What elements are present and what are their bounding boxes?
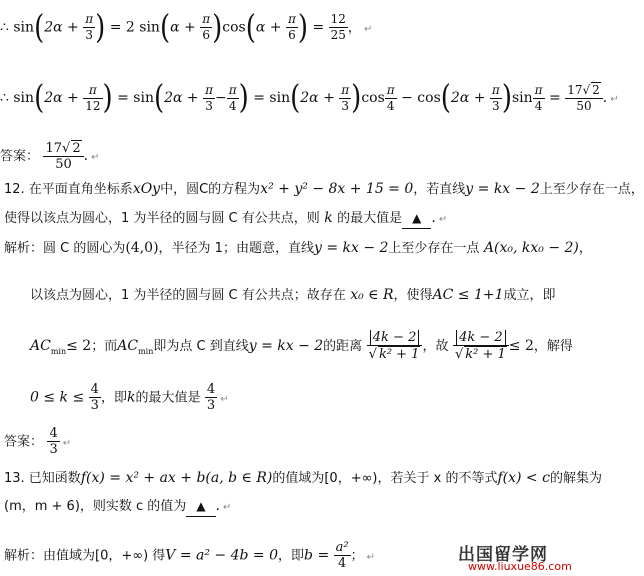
therefore-symbol: ∴ xyxy=(0,19,9,36)
question-13-line-2: (m，m + 6)，则实数 c 的值为 ▲ . ↵ xyxy=(4,496,231,518)
answer-1: 答案： $\frac{17√ 2}{50}$ . ↵ xyxy=(0,141,100,172)
answer-blank: ▲ xyxy=(402,208,431,229)
fraction-pi-3: $\frac{\pi}{3}$ xyxy=(85,12,94,42)
fraction-pi-6: $\frac{\pi}{6}$ xyxy=(202,12,211,42)
solution-13: 解析：由值域为[0，+∞) 得V = a² − 4b = 0，即b = $\frac{\text{a²}}{4}$ ； ↵ xyxy=(4,540,376,571)
solution-12-line-1: 解析：圆 C 的圆心为(4,0)，半径为 1；由题意，直线y = kx − 2上至少存在一点 A(x₀, kx₀ − 2)， xyxy=(4,240,592,256)
arg: 2α + xyxy=(44,19,79,36)
solution-12-line-3: $AC_{min}\le 2$；而$AC_{min}$即为点 C 到直线y = kx − 2的距离 $\frac{4k - 2}{\text{√ k² + 1}}$ ，故 $\frac{4k - 2}{\text{√ k² + 1}}$ ≤ 2，解得 xyxy=(30,330,573,362)
answer-2: 答案： $\frac{4}{3}$ ↵ xyxy=(4,426,72,457)
answer-label: 答案： xyxy=(0,149,40,164)
question-12-line-1: 12. 在平面直角坐标系xOy中，圆C的方程为x² + y² − 8x + 15 = 0，若直线y = kx − 2上至少存在一点， xyxy=(4,181,644,197)
solution-12-line-4: 0 ≤ k ≤ $\frac{4}{3}$ ，即k的最大值是 $\frac{4}{3}$ ↵ xyxy=(30,382,229,413)
fraction-result: $\frac{17√ 2}{50}$ xyxy=(565,82,603,114)
question-13-line-1: 13. 已知函数f(x) = x² + ax + b(a, b ∈ R)的值域为[0，+∞)，若关于 x 的不等式f(x) < c的解集为 xyxy=(4,470,602,486)
watermark-url: www.liuxue86.com xyxy=(468,560,572,573)
sin-func: sin xyxy=(13,19,35,36)
fraction-12-25: $\frac{12}{25}$ xyxy=(330,12,346,42)
equation-line-1: ∴ sin(2α + $\frac{\pi}{3}$ ) = 2 sin(α + $\frac{\pi}{6}$ )cos(α + $\frac{\pi}{6}$ ) = $\frac{12}{25}$ ， ↵ xyxy=(0,8,373,47)
eq-2sin: = 2 sin xyxy=(109,19,160,36)
equation-line-2: ∴ sin(2α + $\frac{\pi}{12}$ ) = sin(2α + $\frac{\pi}{3}$ − $\frac{\pi}{4}$ ) = sin(2α + $\frac{\pi}{3}$ )cos $\frac{\pi}{4}$ − cos(2α + $\frac{\pi}{3}$ )sin $\frac{\pi}{4}$ = $\frac{17√ 2}{50}$ . ↵ xyxy=(0,79,619,117)
answer-blank-13: ▲ xyxy=(186,496,215,517)
question-12-line-2: 使得以该点为圆心，1 为半径的圆与圆 C 有公共点，则 k 的最大值是 ▲ . ↵ xyxy=(4,208,447,230)
solution-12-line-2: 以该点为圆心，1 为半径的圆与圆 C 有公共点；故存在 x₀ ∈ R，使得AC ≤ 1+1成立，即 xyxy=(30,287,556,303)
watermark-logo: 出国留学网 xyxy=(458,545,548,565)
fraction-pi-6b: $\frac{\pi}{6}$ xyxy=(287,12,296,42)
